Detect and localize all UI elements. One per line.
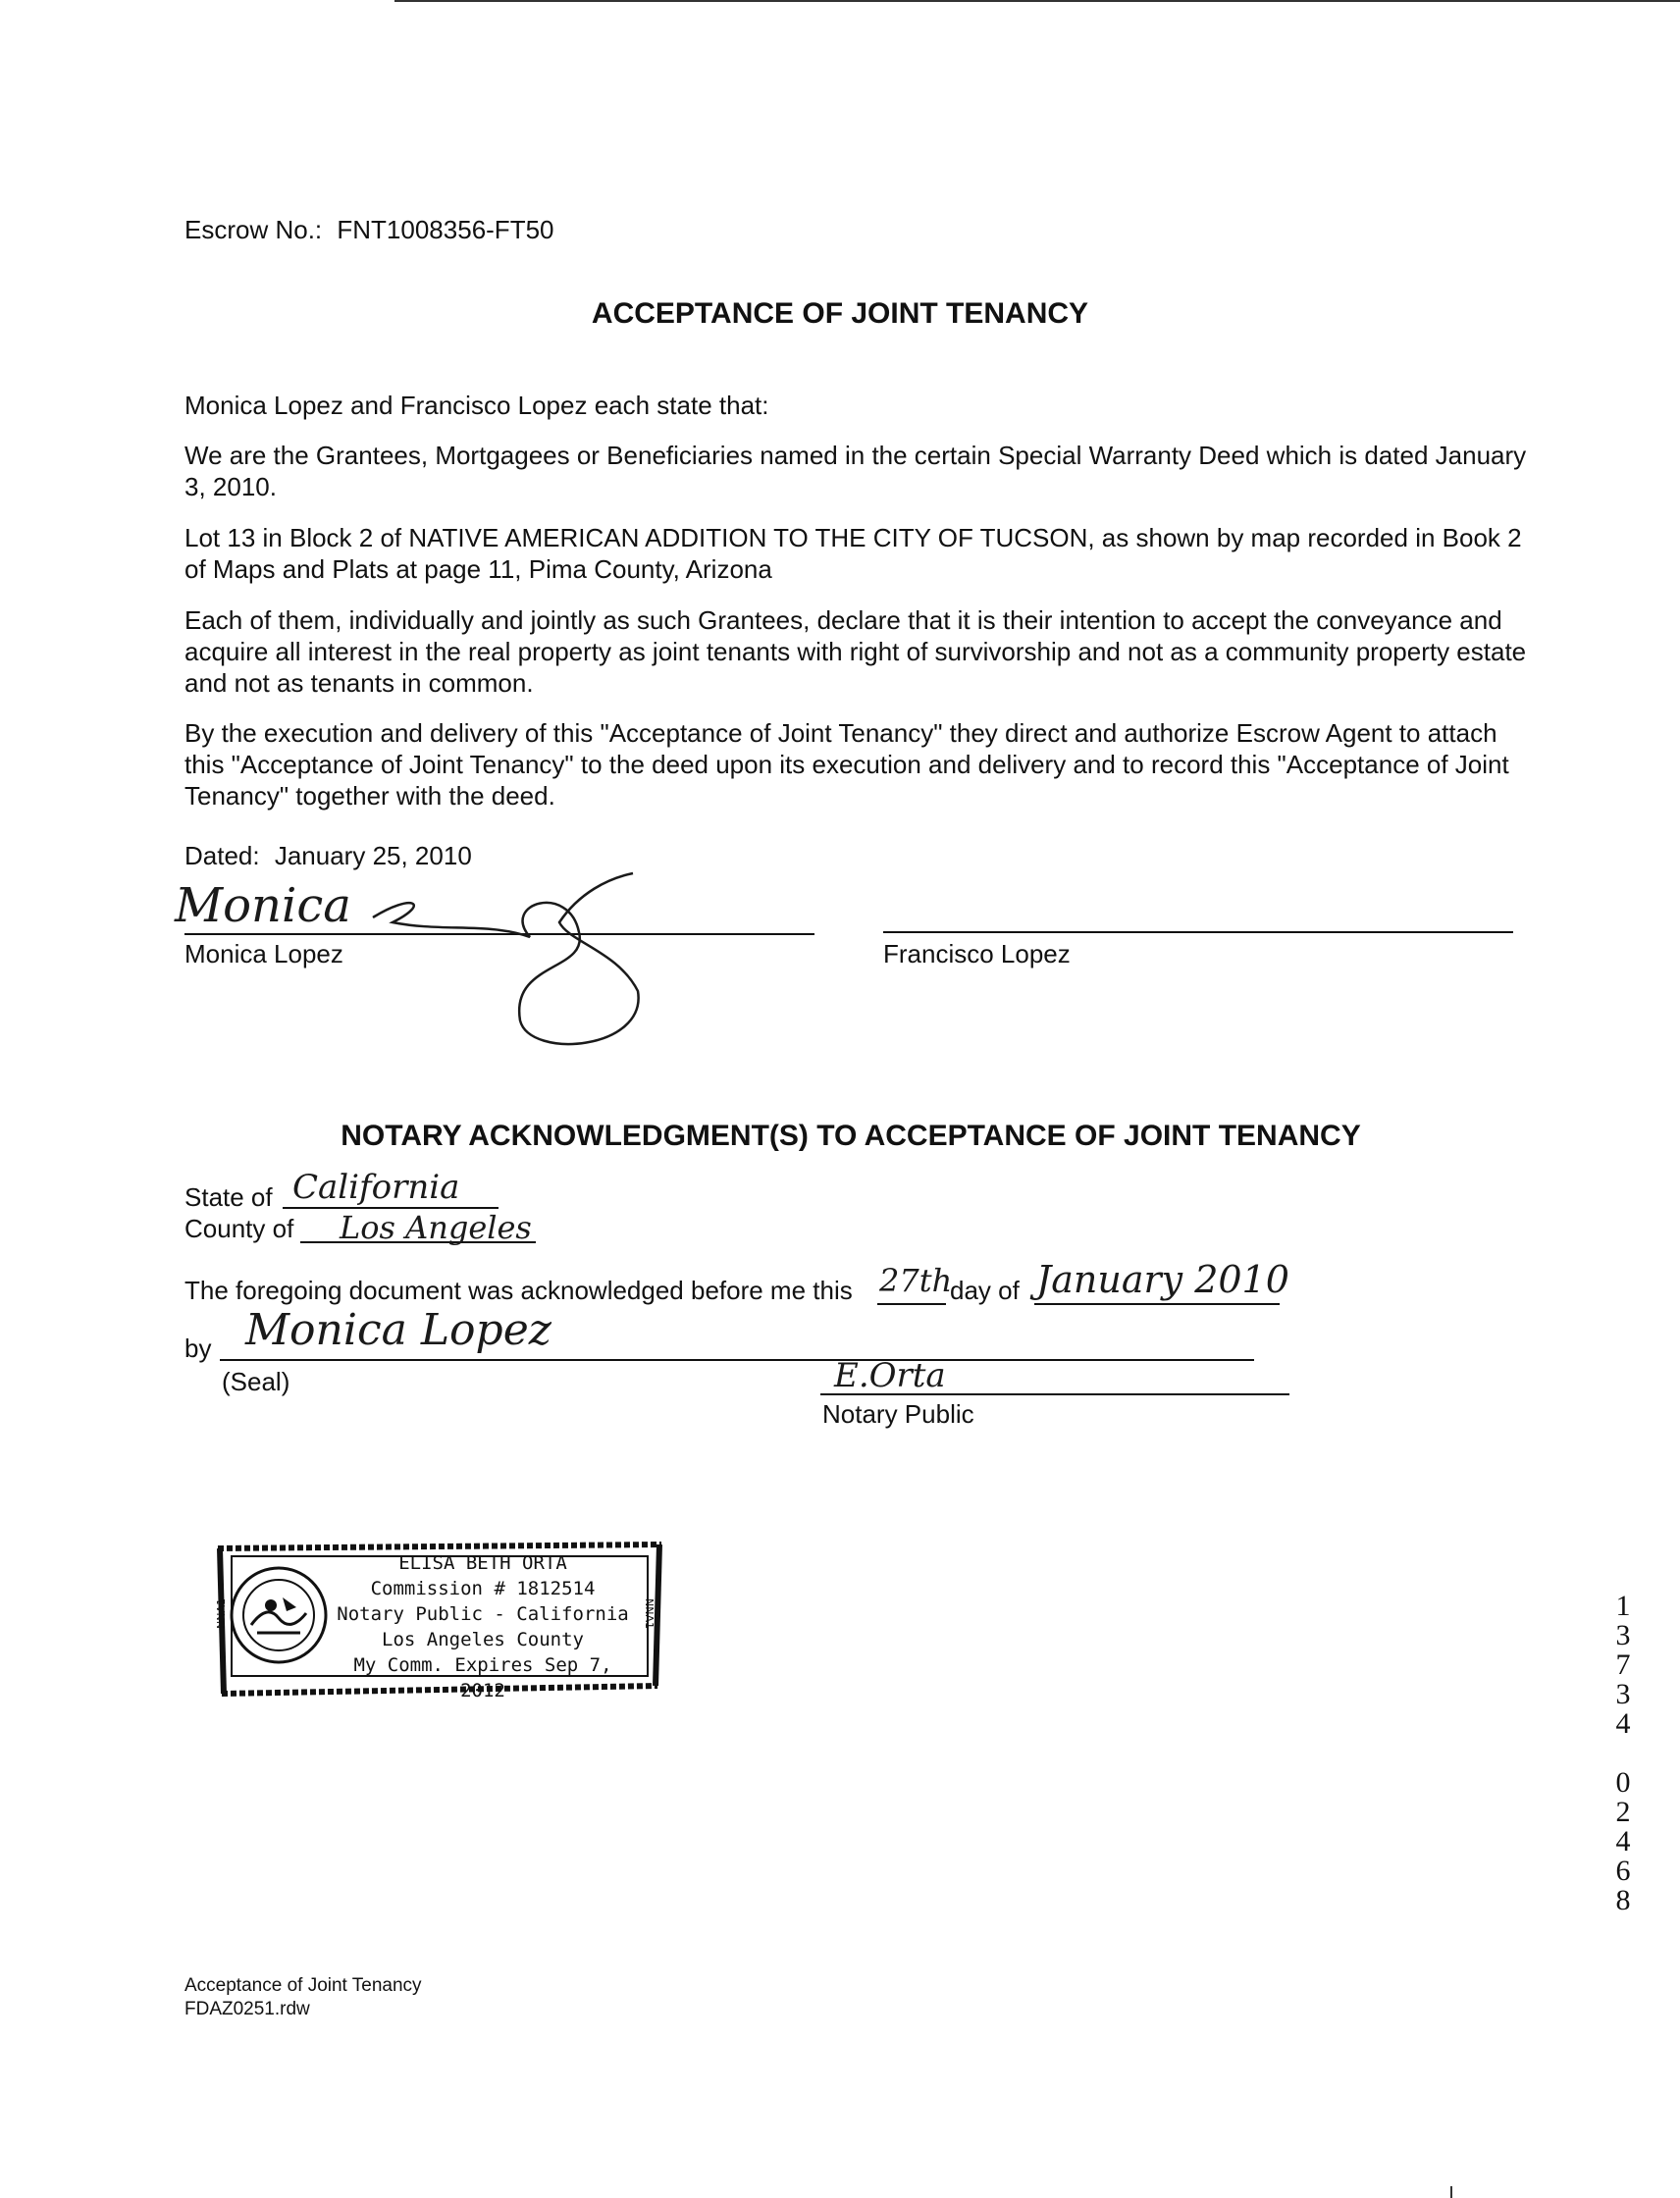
signer-name-2: Francisco Lopez xyxy=(883,939,1071,968)
escrow-number: FNT1008356-FT50 xyxy=(337,215,554,244)
notary-signature: E.Orta xyxy=(834,1356,946,1395)
signature-monica: Monica xyxy=(175,878,351,933)
signer-name-1: Monica Lopez xyxy=(184,939,343,968)
signature-flourish xyxy=(353,864,707,1060)
by-value: Monica Lopez xyxy=(245,1305,551,1355)
county-label: County of xyxy=(184,1214,294,1243)
recording-digit: 2 xyxy=(1615,1796,1631,1828)
recording-digit: 6 xyxy=(1615,1855,1631,1887)
stamp-text-block xyxy=(336,1550,630,1703)
recording-digit xyxy=(1608,1739,1638,1768)
notary-stamp xyxy=(210,1539,663,1701)
paragraph-authorization: By the execution and delivery of this "Acceptance of Joint Tenancy" they direct and authorize Escrow Agent to attach this "Acceptance of Joint Tenancy" to the deed upon its execution and delivery and to record this "Acceptance of Joint Tenancy" together with the deed. xyxy=(184,718,1509,811)
recording-digit: 4 xyxy=(1615,1825,1631,1858)
foregoing-text: The foregoing document was acknowledged before me this xyxy=(184,1276,853,1305)
day-field-line xyxy=(877,1303,946,1305)
recording-number xyxy=(1608,1592,1638,1915)
footer xyxy=(184,1974,422,2021)
notary-public-label: Notary Public xyxy=(822,1399,974,1429)
paragraph-deed: We are the Grantees, Mortgagees or Beneficiaries named in the certain Special Warranty Deed which is dated January 3, 2010. xyxy=(184,441,1527,501)
seal-label: (Seal) xyxy=(222,1367,290,1396)
footer-title: Acceptance of Joint Tenancy xyxy=(184,1975,422,1996)
stamp-side-mark-right: NNA1 xyxy=(642,1598,656,1629)
recording-digit: 8 xyxy=(1615,1884,1631,1916)
dated-label: Dated: xyxy=(184,841,260,870)
recording-digit: 0 xyxy=(1615,1766,1631,1799)
escrow-label: Escrow No.: xyxy=(184,215,323,244)
document-title: ACCEPTANCE OF JOINT TENANCY xyxy=(591,297,1089,330)
state-label: State of xyxy=(184,1182,273,1212)
stamp-expires: My Comm. Expires Sep 7, 2012 xyxy=(353,1654,612,1701)
state-value: California xyxy=(292,1168,460,1207)
recording-digit: 3 xyxy=(1615,1619,1631,1651)
stamp-county: Los Angeles County xyxy=(382,1629,584,1650)
intro-text: Monica Lopez and Francisco Lopez each state that: xyxy=(184,391,769,420)
recording-digit: 4 xyxy=(1615,1707,1631,1740)
dated-value: January 25, 2010 xyxy=(274,841,472,870)
state-seal-icon xyxy=(228,1564,330,1666)
month-field-line xyxy=(1034,1303,1280,1305)
recording-digit: 7 xyxy=(1615,1648,1631,1681)
recording-digit: 1 xyxy=(1615,1590,1631,1622)
signature-line-2 xyxy=(883,931,1513,933)
stamp-name: ELISA BETH ORTA xyxy=(398,1552,567,1574)
stamp-title: Notary Public - California xyxy=(337,1603,629,1625)
top-edge-line xyxy=(394,0,1680,2)
paragraph-intention: Each of them, individually and jointly as such Grantees, declare that it is their intention to accept the conveyance and acquire all interest in the real property as joint tenants with right of survivorship and not as a community property estate and not as tenants in common. xyxy=(184,605,1527,698)
day-of-label: day of xyxy=(950,1276,1020,1305)
stamp-commission: Commission # 1812514 xyxy=(370,1578,596,1599)
recording-digit: 3 xyxy=(1615,1678,1631,1710)
stamp-side-mark-left: NNA1 xyxy=(214,1598,228,1629)
by-label: by xyxy=(184,1334,212,1363)
bottom-scan-mark xyxy=(1450,2186,1452,2198)
footer-file-name: FDAZ0251.rdw xyxy=(184,1999,310,2019)
month-year-value: January 2010 xyxy=(1036,1258,1289,1301)
foregoing-line xyxy=(184,1275,853,1306)
notary-title: NOTARY ACKNOWLEDGMENT(S) TO ACCEPTANCE OF JOINT TENANCY xyxy=(341,1120,1361,1152)
day-value: 27th xyxy=(879,1262,953,1299)
paragraph-legal-description: Lot 13 in Block 2 of NATIVE AMERICAN ADDITION TO THE CITY OF TUCSON, as shown by map recorded in Book 2 of Maps and Plats at page 11, Pima County, Arizona xyxy=(184,523,1522,584)
by-field-line xyxy=(220,1359,1254,1361)
county-value: Los Angeles xyxy=(340,1209,532,1246)
escrow-number-line xyxy=(184,214,554,245)
